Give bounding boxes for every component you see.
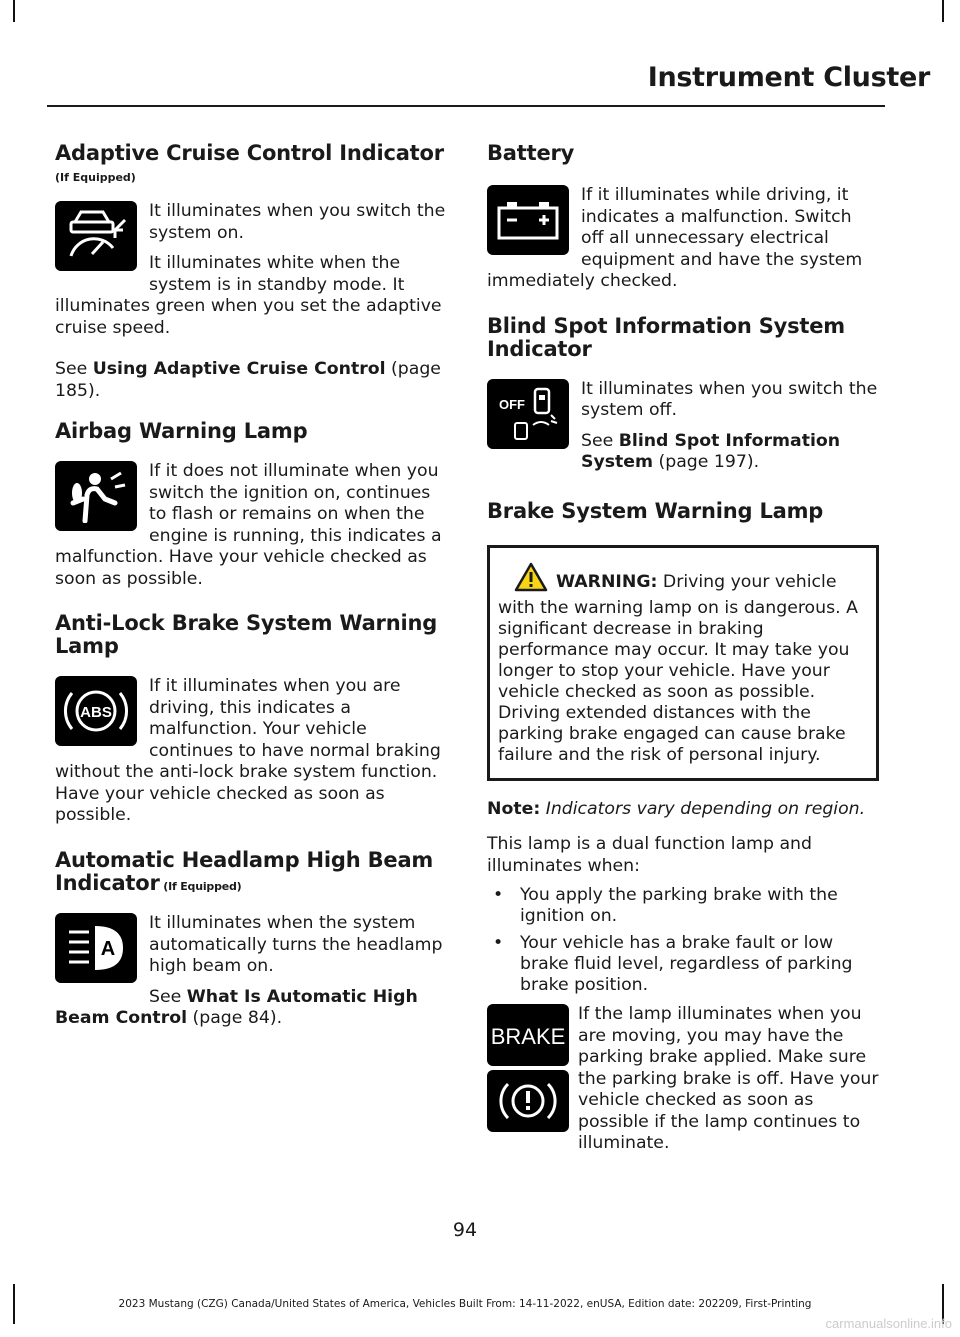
warning-triangle-icon <box>514 562 548 598</box>
ahb-heading-text: Automatic Headlamp High Beam Indicator <box>55 847 434 895</box>
acc-heading: Adaptive Cruise Control Indicator <box>55 141 444 165</box>
blis-icon-text: OFF <box>499 396 525 412</box>
battery-heading: Battery <box>487 141 575 165</box>
acc-see <box>55 359 447 402</box>
airbag-text: If it does not illuminate when you switch the ignition on, continues to flash or remains on when the engine is running, this indicates a malfunction. Have your vehicle checked as soon as possible. <box>55 461 442 589</box>
crop-mark-top-right <box>942 0 944 22</box>
brake-bullet-list <box>487 885 879 996</box>
header-divider <box>47 105 885 107</box>
svg-text:A: A <box>100 938 116 961</box>
crop-mark-top-left <box>13 0 15 22</box>
brake-icons <box>487 1004 569 1132</box>
brake-final-text: If the lamp illuminates when you are moving, you may have the parking brake applied. Make sure the parking brake is off. Have your vehicle checked as soon as possible if the lamp continues to illuminate. <box>578 1004 879 1154</box>
acc-link[interactable]: Using Adaptive Cruise Control <box>92 359 386 380</box>
page-number: 94 <box>452 1219 478 1241</box>
acc-section <box>55 142 447 402</box>
blis-text: It illuminates when you switch the system off. <box>581 378 878 421</box>
acc-text-2: It illuminates white when the system is in standby mode. It illuminates green when you set the adaptive cruise speed. <box>55 253 442 338</box>
blis-link[interactable]: Blind Spot Information System <box>581 430 841 473</box>
ahb-if-equipped: (If Equipped) <box>159 879 242 893</box>
acc-text-1: It illuminates when you switch the system on. <box>149 201 446 243</box>
abs-icon-text: ABS <box>80 704 112 722</box>
watermark: carmanualsonline.info <box>825 1316 952 1331</box>
blis-heading: Blind Spot Information System Indicator <box>487 313 845 361</box>
warning-box <box>487 545 879 781</box>
brake-section <box>487 500 879 1155</box>
battery-section <box>487 142 879 293</box>
blis-see-prefix: See <box>581 430 619 451</box>
note-label: Note: <box>487 798 541 819</box>
ahb-link[interactable]: What Is Automatic High Beam Control <box>55 986 418 1029</box>
ahb-see <box>55 987 447 1030</box>
ahb-see-prefix: See <box>149 986 187 1007</box>
ahb-text: It illuminates when the system automatically turns the headlamp high beam on. <box>149 913 443 977</box>
brake-heading: Brake System Warning Lamp <box>487 498 824 523</box>
adaptive-cruise-icon <box>55 201 137 271</box>
right-column <box>487 142 879 1155</box>
auto-high-beam-icon <box>55 913 137 983</box>
note-text: Indicators vary depending on region. <box>540 798 866 819</box>
page-footer: 2023 Mustang (CZG) Canada/United States of America, Vehicles Built From: 14-11-2022, enUSA, Edition date: 202209, First-Printing <box>118 1298 812 1310</box>
battery-icon <box>487 185 569 255</box>
brake-warning-icon <box>487 1070 569 1132</box>
abs-icon <box>55 676 137 746</box>
blind-spot-off-icon <box>487 379 569 449</box>
left-column <box>55 142 447 1030</box>
acc-page-ref: (page 185). <box>55 359 441 401</box>
ahb-heading <box>55 849 447 895</box>
brake-note <box>487 799 879 821</box>
ahb-section <box>55 849 447 1030</box>
battery-text: If it illuminates while driving, it indicates a malfunction. Switch off all unnecessary electrical equipment and have the system immediately checked. <box>487 185 863 292</box>
airbag-section <box>55 420 447 590</box>
warning-text <box>498 562 868 766</box>
page-title: Instrument Cluster <box>647 62 930 93</box>
brake-intro: This lamp is a dual function lamp and illuminates when: <box>487 834 812 876</box>
acc-if-equipped: (If Equipped) <box>55 171 136 185</box>
blis-page-ref: (page 197). <box>653 452 760 473</box>
airbag-heading: Airbag Warning Lamp <box>55 419 308 444</box>
ahb-page-ref: (page 84). <box>187 1008 283 1029</box>
warning-label: WARNING: <box>556 571 658 592</box>
abs-text: If it illuminates when you are driving, this indicates a malfunction. Your vehicle continues to have normal braking without the anti-lock brake system function. Have your vehicle checked as soon as possible. <box>55 676 441 826</box>
acc-see-prefix: See <box>55 359 93 380</box>
brake-text-icon <box>487 1004 569 1066</box>
abs-section <box>55 612 447 827</box>
blis-section <box>487 315 879 474</box>
brake-icon-text: BRAKE <box>490 1024 566 1050</box>
list-item: • Your vehicle has a brake fault or low brake fluid level, regardless of parking brake position. <box>487 933 879 996</box>
list-item: • You apply the parking brake with the ignition on. <box>487 885 879 927</box>
airbag-icon <box>55 461 137 531</box>
abs-heading: Anti-Lock Brake System Warning Lamp <box>55 611 438 659</box>
warning-body: Driving your vehicle with the warning lamp on is dangerous. A significant decrease in braking performance may occur. It may take you longer to stop your vehicle. Have your vehicle checked as soon as possible. Driving extended distances with the parking brake engaged can cause brake failure and the risk of personal injury. <box>498 571 858 765</box>
